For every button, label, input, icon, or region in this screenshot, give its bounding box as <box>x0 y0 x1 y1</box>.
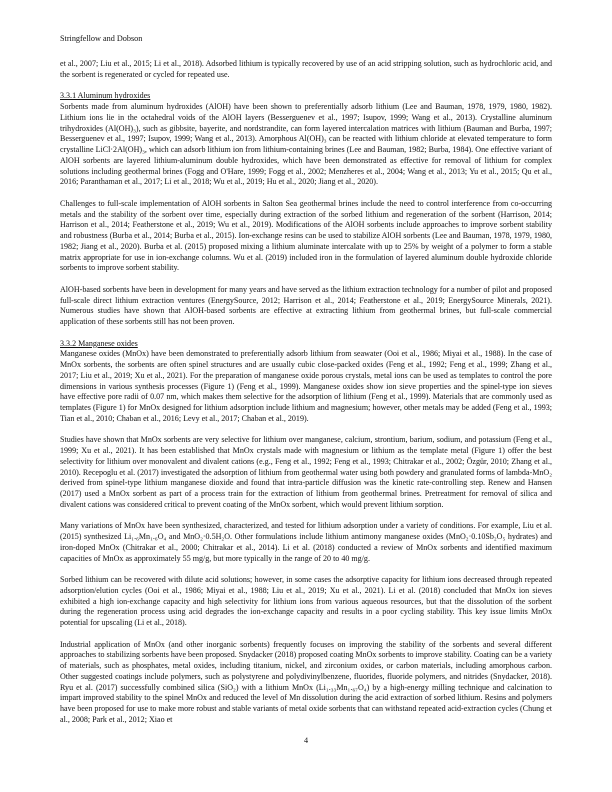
paragraph-continuation: et al., 2007; Liu et al., 2015; Li et al., 2018). Adsorbed lithium is typically recovered by use of an acid stripping solution, such as hydrochloric acid, and the sorbent is regenerated or cycled for repeated use. <box>60 59 552 79</box>
paragraph: Sorbents made from aluminum hydroxides (AlOH) have been shown to preferentially adsorb lithium (Lee and Bauman, 1978, 1979, 1980, 1982). Lithium ions lie in the octahedral voids of the AlOH layers (Besserguenev et al., 1997; Isupov, 1999; Wang et al., 2013). Crystalline aluminum trihydroxides (Al(OH)₃), such as gibbsite, bayerite, and nordstrandite, can form layered intercalation matrices with lithium (Bauman and Burba, 1997; Besserguenev et al., 1997; Isupov, 1999; Wang et al., 2013). Amorphous Al(OH)₃ can be reacted with lithium chloride at elevated temperature to form crystalline LiCl·2Al(OH)₃, which can adsorb lithium ion from lithium-containing brines (Lee and Bauman, 1982; Burba, 1984). One effective variant of AlOH sorbents are layered lithium-aluminum double hydroxides, which have been demonstrated as effective for removal of lithium for complex solutions including geothermal brines (Fogg and O'Hare, 1999; Fogg et al., 2002; Menzheres et al., 2004; Wang et al., 2013; Yu et al., 2015; Qu et al., 2016; Paranthaman et al., 2017; Li et al., 2018; Wu et al., 2019; Hu et al., 2020; Jiang et al., 2020). <box>60 102 552 187</box>
section-heading-manganese-oxides: 3.3.2 Manganese oxides <box>60 338 138 348</box>
paragraph: Studies have shown that MnOx sorbents are very selective for lithium over manganese, calcium, strontium, barium, sodium, and potassium (Feng et al., 1999; Xu et al., 2021). It has been established that MnOx crystals made with magnesium or lithium as the template metal (Figure 1) offer the best selectivity for lithium over monovalent and divalent cations (e.g., Feng et al., 1992; Feng et al., 1993; Chitrakar et al., 2002; Özgür, 2010; Zhang et al., 2010). Recepoglu et al. (2017) investigated the adsorption of lithium from geothermal water using both powdery and granulated forms of lambda-MnO₂ derived from spinel-type lithium manganese dioxide and found that intra-particle diffusion was the kinetic rate-controlling step. Renew and Hansen (2017) used a MnOx sorbent as part of a process train for the extraction of lithium from geothermal brines. Pretreatment for removal of silica and divalent cations was considered critical to prevent coating of the MnOx sorbent, which would prevent lithium sorption. <box>60 435 552 509</box>
paragraph: Sorbed lithium can be recovered with dilute acid solutions; however, in some cases the adsorptive capacity for lithium ions decreased through repeated adsorption/elution cycles (Ooi et al., 1986; Miyai et al., 1988; Liu et al., 2019; Xu et al., 2021). Li et al. (2018) concluded that MnOx ion sieves exhibited a high ion-exchange capacity and high selectivity for lithium ions from various aqueous resources, but that the dissolution of the sorbent during the regeneration process using acid degrades the ion-exchange capacity and results in a poor cycling stability. This key issue limits MnOx potential for upscaling (Li et al., 2018). <box>60 575 552 627</box>
paragraph: Challenges to full-scale implementation of AlOH sorbents in Salton Sea geothermal brines include the need to control interference from co-occurring metals and the stability of the sorbent over time, especially during extraction of the sorbed lithium and regeneration of the sorbent (Harrison, 2014; Harrison et al., 2014; Featherstone et al., 2019; Wu et al., 2019). Modifications of the AlOH sorbents include approaches to improve sorbent stability and robustness (Burba et al., 2014; Burba et al., 2015). Ion-exchange resins can be used to stabilize AlOH sorbents (Lee and Bauman, 1978, 1979, 1980, 1982; Jiang et al., 2020). Burba et al. (2015) proposed mixing a lithium aluminate intercalate with up to 25% by weight of a polymer to form a stable matrix appropriate for use in ion-exchange columns. Wu et al. (2019) included iron in the formulation of layered aluminum double hydroxide chloride sorbents to improve sorbent stability. <box>60 198 552 273</box>
paragraph: AlOH-based sorbents have been in development for many years and have served as the lithium extraction technology for a number of pilot and proposed full-scale direct lithium extraction ventures (EnergySource, 2012; Harrison et al., 2014; Featherstone et al., 2019; EnergySource Minerals, 2021). Numerous studies have shown that AlOH-based sorbents are effective at extracting lithium from geothermal brines, but full-scale commercial application of these sorbents still has not been proven. <box>60 284 552 326</box>
section-heading-aluminum-hydroxides: 3.3.1 Aluminum hydroxides <box>60 91 151 101</box>
paragraph: Industrial application of MnOx (and other inorganic sorbents) frequently focuses on improving the stability of the sorbents and several different approaches to stabilizing sorbents have been proposed. Snydacker (2018) proposed coating MnOx sorbents to improve stability. Coating can be a variety of materials, such as phosphates, metal oxides, including titanium, nickel, and zirconium oxides, or carbon materials, including amorphous carbon. Other suggested coatings include polymers, such as polystyrene and polydivinylbenzene, fluorides, fluoride polymers, and nitrides (Snydacker, 2018). Ryu et al. (2017) successfully combined silica (SiO₂) with a lithium MnOx (Li₁.₃₃Mn₁.₆₇O₄) by a high-energy milling technique and calcination to impart improved stability to the spinel MnOx and reduced the level of Mn dissolution during the acid extraction of sorbed lithium. Resins and polymers have been proposed for use to make more robust and stable variants of metal oxide sorbents that can withstand repeated acid-extraction cycles (Chung et al., 2008; Park et al., 2012; Xiao et <box>60 639 553 724</box>
page-number: 4 <box>303 736 309 745</box>
paragraph: Manganese oxides (MnOx) have been demonstrated to preferentially adsorb lithium from seawater (Ooi et al., 1986; Miyai et al., 1988). In the case of MnOx sorbents, the sorbents are often spinel structures and are usually cubic close-packed oxides (Feng et al., 1992; Feng et al., 1999; Zhang et al., 2017; Liu et al., 2019; Xu et al., 2021). For the preparation of manganese oxide porous crystals, metal ions can be used as templates to control the pore dimensions in various synthesis processes (Figure 1) (Feng et al., 1999). Manganese oxides show ion sieve properties and the spinel-type ion sieves have effective pore radii of 0.07 nm, which makes them selective for the adsorption of lithium (Feng et al., 1999). Materials that are commonly used as templates (Figure 1) for MnOx designed for lithium adsorption include lithium and magnesium; however, other metals may be added (Feng et al., 1993; Tian et al., 2010; Chaban et al., 2016; Levy et al., 2017; Chaban et al., 2019). <box>60 349 552 423</box>
running-head: Stringfellow and Dobson <box>60 34 143 43</box>
paragraph: Many variations of MnOx have been synthesized, characterized, and tested for lithium adsorption under a variety of conditions. For example, Liu et al. (2015) synthesized Li₁.₆Mn₁.₆O₄ and MnO₂·0.5H₂O. Other formulations include lithium antimony manganese oxides (MnO₂·0.10Sb₂O₅ hydrates) and iron-doped MnOx (Chitrakar et al., 2000; Chitrakar et al., 2014). Li et al. (2018) conducted a review of MnOx sorbents and identified maximum capacities of MnOx as approximately 55 mg/g, but more typically in the range of 20 to 40 mg/g. <box>60 521 552 563</box>
body-text <box>60 59 552 736</box>
